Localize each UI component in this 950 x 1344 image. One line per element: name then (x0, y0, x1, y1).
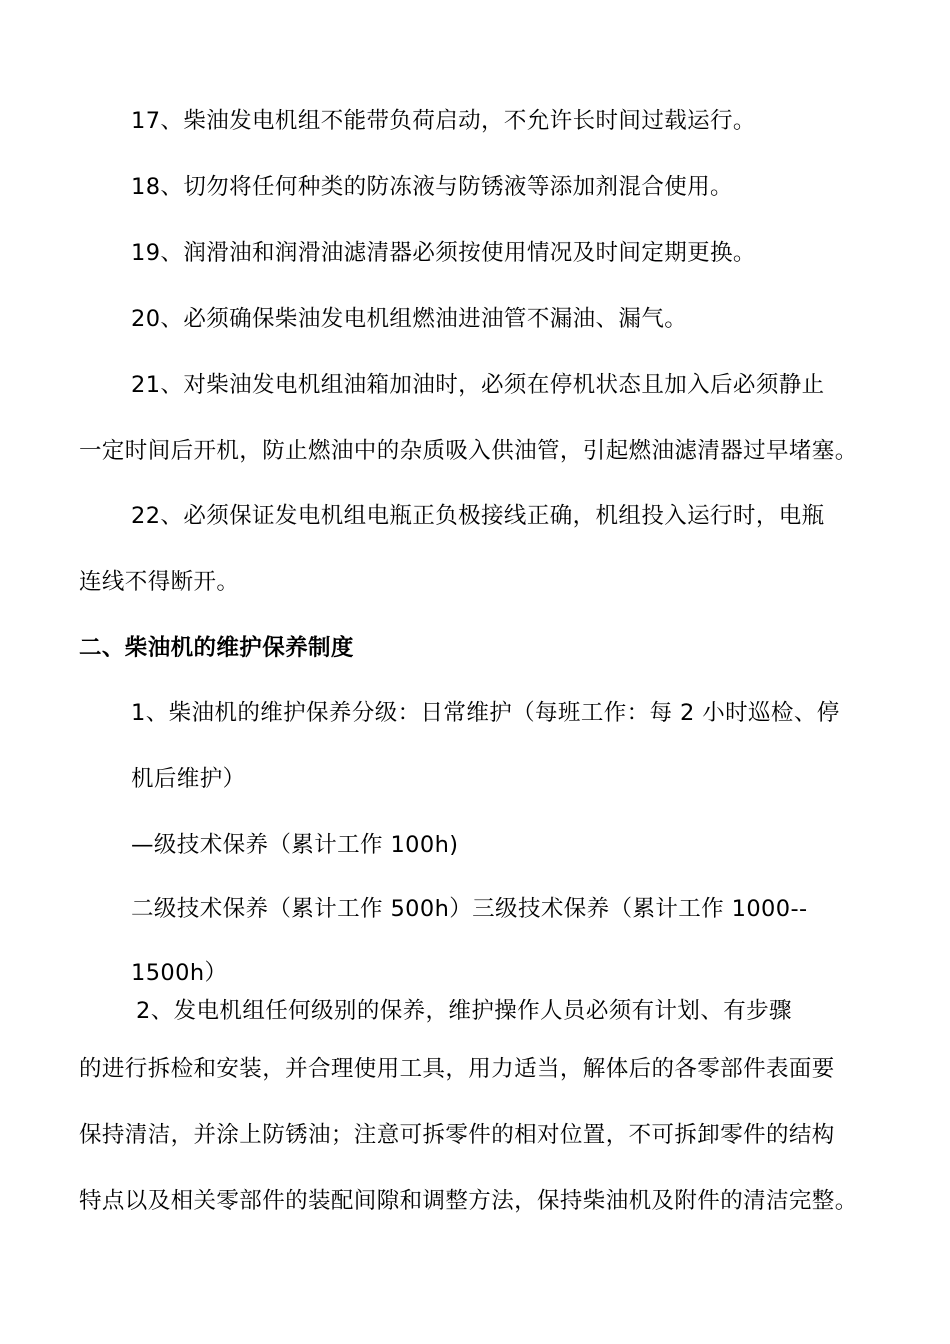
paragraph-item-17: 17、柴油发电机组不能带负荷启动，不允许长时间过载运行。 (131, 108, 756, 134)
paragraph-item-19: 19、润滑油和润滑油滤清器必须按使用情况及时间定期更换。 (131, 240, 756, 266)
paragraph-maintenance-2-line-4: 特点以及相关零部件的装配间隙和调整方法，保持柴油机及附件的清洁完整。 (79, 1188, 858, 1214)
maintenance-level-2-3: 二级技术保养（累计工作 500h）三级技术保养（累计工作 1000-- (131, 896, 808, 922)
paragraph-maintenance-1-line-2: 机后维护） (131, 766, 246, 792)
paragraph-maintenance-2-line-1: 2、发电机组任何级别的保养，维护操作人员必须有计划、有步骤 (136, 998, 792, 1024)
paragraph-item-21-line-2: 一定时间后开机，防止燃油中的杂质吸入供油管，引起燃油滤清器过早堵塞。 (79, 438, 858, 464)
maintenance-level-3-cont: 1500h） (131, 960, 228, 986)
paragraph-item-20: 20、必须确保柴油发电机组燃油进油管不漏油、漏气。 (131, 306, 688, 332)
paragraph-maintenance-1-line-1: 1、柴油机的维护保养分级：日常维护（每班工作：每 2 小时巡检、停 (131, 700, 840, 726)
maintenance-level-1: —级技术保养（累计工作 100h) (131, 832, 459, 858)
paragraph-item-22-line-1: 22、必须保证发电机组电瓶正负极接线正确，机组投入运行时，电瓶 (131, 503, 825, 529)
paragraph-item-21-line-1: 21、对柴油发电机组油箱加油时，必须在停机状态且加入后必须静止 (131, 372, 825, 398)
paragraph-maintenance-2-line-3: 保持清洁，并涂上防锈油；注意可拆零件的相对位置，不可拆卸零件的结构 (79, 1122, 835, 1148)
section-heading: 二、柴油机的维护保养制度 (79, 635, 354, 661)
paragraph-item-22-line-2: 连线不得断开。 (79, 569, 240, 595)
paragraph-maintenance-2-line-2: 的进行拆检和安装，并合理使用工具，用力适当，解体后的各零部件表面要 (79, 1056, 835, 1082)
paragraph-item-18: 18、切勿将任何种类的防冻液与防锈液等添加剂混合使用。 (131, 174, 733, 200)
